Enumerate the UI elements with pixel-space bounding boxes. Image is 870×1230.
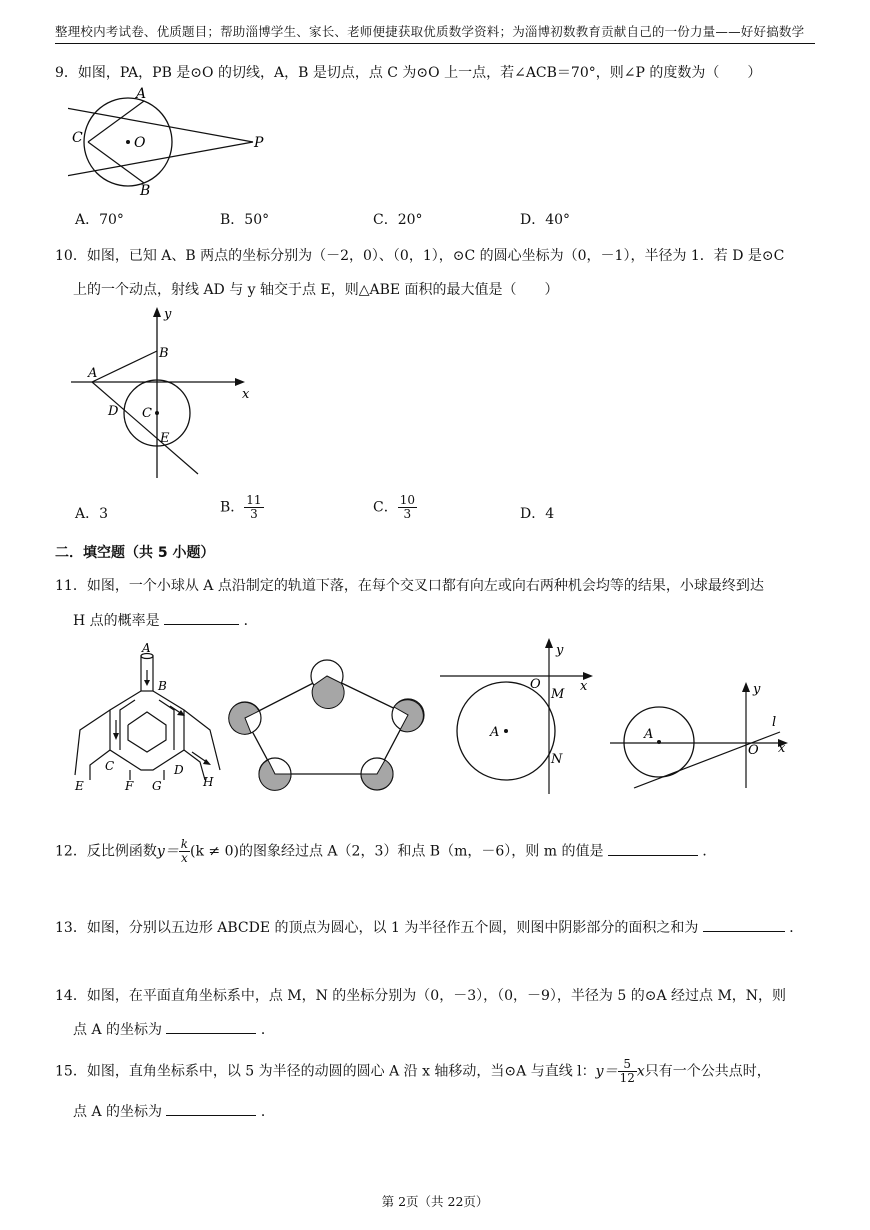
q9-option-d: D．40° [520, 212, 571, 228]
page-header: 整理校内考试卷、优质题目；帮助淄博学生、家长、老师便捷获取优质数学资料；为淄博初数教育贡献自己的一份力量——好好搞数学 [55, 22, 815, 44]
question-11-line2: H 点的概率是 ． [73, 610, 258, 630]
q11-label-d: D [174, 763, 184, 777]
q11-label-b: B [158, 679, 167, 693]
q10-option-c: C． $\frac{10}{3}$ [373, 493, 415, 521]
q10-label-b: B [159, 346, 169, 361]
question-9-text: 9．如图，PA，PB 是⊙O 的切线，A，B 是切点，点 C 为⊙O 上一点，若∠ACB＝70°，则∠P 的度数为（ ） [55, 65, 762, 81]
q10-label-x: x [242, 387, 250, 402]
q15-answer-blank [166, 1101, 256, 1116]
q10-label-e: E [160, 431, 170, 446]
q14-label-y: y [556, 643, 564, 658]
question-10-line1: 10．如图，已知 A、B 两点的坐标分别为（－2，0）、（0，1），⊙C 的圆心坐标为（0，－1），半径为 1．若 D 是⊙C [55, 248, 785, 264]
q14-answer-blank [166, 1019, 256, 1034]
q14-label-x: x [580, 679, 588, 694]
q14-label-m: M [551, 687, 565, 702]
q10-option-d: D．4 [520, 506, 555, 522]
q14-label-a: A [490, 725, 500, 740]
question-13-text: 13．如图，分别以五边形 ABCDE 的顶点为圆心，以 1 为半径作五个圆，则图中阴影部分的面积之和为 ． [55, 917, 803, 937]
section-2-heading: 二．填空题（共 5 小题） [55, 545, 215, 561]
q11-answer-blank [164, 610, 239, 625]
q9-label-p: P [254, 135, 264, 151]
q9-option-c: C．20° [373, 212, 423, 228]
figure-q14-circle [440, 636, 600, 796]
figure-q10-coordinate [68, 302, 258, 482]
q15-label-o: O [748, 743, 759, 758]
q10-option-b: B． $\frac{11}{3}$ [220, 493, 262, 521]
figure-q9-circle-tangents [68, 84, 273, 199]
question-15-line1: 15．如图，直角坐标系中，以 5 为半径的动圆的圆心 A 沿 x 轴移动，当⊙A 与直线 l：y＝ $\frac{5}{12}$ x只有一个公共点时， [55, 1057, 771, 1085]
q12-answer-blank [608, 841, 698, 856]
q11-label-g: G [152, 779, 162, 793]
q9-label-a: A [136, 86, 147, 102]
question-11-line1: 11．如图，一个小球从 A 点沿制定的轨道下落，在每个交叉口都有向左或向右两种机会均等的结果，小球最终到达 [55, 578, 764, 594]
q11-label-f: F [125, 779, 134, 793]
q15-label-a: A [644, 727, 654, 742]
q9-label-b: B [140, 183, 151, 199]
figure-q15-tangent [610, 680, 795, 795]
q9-option-a: A．70° [75, 212, 124, 228]
q15-label-x: x [778, 741, 786, 756]
q11-label-a: A [142, 641, 151, 655]
q11-label-h: H [203, 775, 214, 789]
figure-q11-track [70, 640, 225, 795]
q14-label-o: O [530, 677, 541, 692]
question-15-line2: 点 A 的坐标为 ． [73, 1101, 275, 1121]
question-10-line2: 上的一个动点，射线 AD 与 y 轴交于点 E，则△ABE 面积的最大值是（ ） [73, 282, 559, 298]
q10-label-c: C [142, 406, 152, 421]
page-footer: 第 2页（共 22页） [381, 1194, 489, 1209]
q9-label-c: C [72, 130, 83, 146]
figure-q13-pentagon [228, 652, 433, 795]
question-14-line1: 14．如图，在平面直角坐标系中，点 M，N 的坐标分别为（0，－3），（0，－9），半径为 5 的⊙A 经过点 M，N，则 [55, 988, 787, 1004]
q11-label-c: C [105, 759, 115, 773]
question-14-line2: 点 A 的坐标为 ． [73, 1019, 275, 1039]
q10-label-a: A [88, 366, 98, 381]
q9-option-b: B．50° [220, 212, 270, 228]
q15-label-l: l [772, 715, 777, 730]
q10-option-a: A．3 [75, 506, 109, 522]
q14-label-n: N [551, 752, 563, 767]
question-12-text: 12．反比例函数y＝ $\frac{k}{x}$ (k ≠ 0)的图象经过点 A（2，3）和点 B（m，－6），则 m 的值是 ． [55, 837, 717, 865]
q13-answer-blank [703, 917, 785, 932]
q9-label-o: O [134, 135, 146, 151]
q10-label-d: D [108, 404, 119, 419]
q15-label-y: y [753, 682, 761, 697]
q11-label-e: E [75, 779, 84, 793]
q10-label-y: y [164, 307, 172, 322]
